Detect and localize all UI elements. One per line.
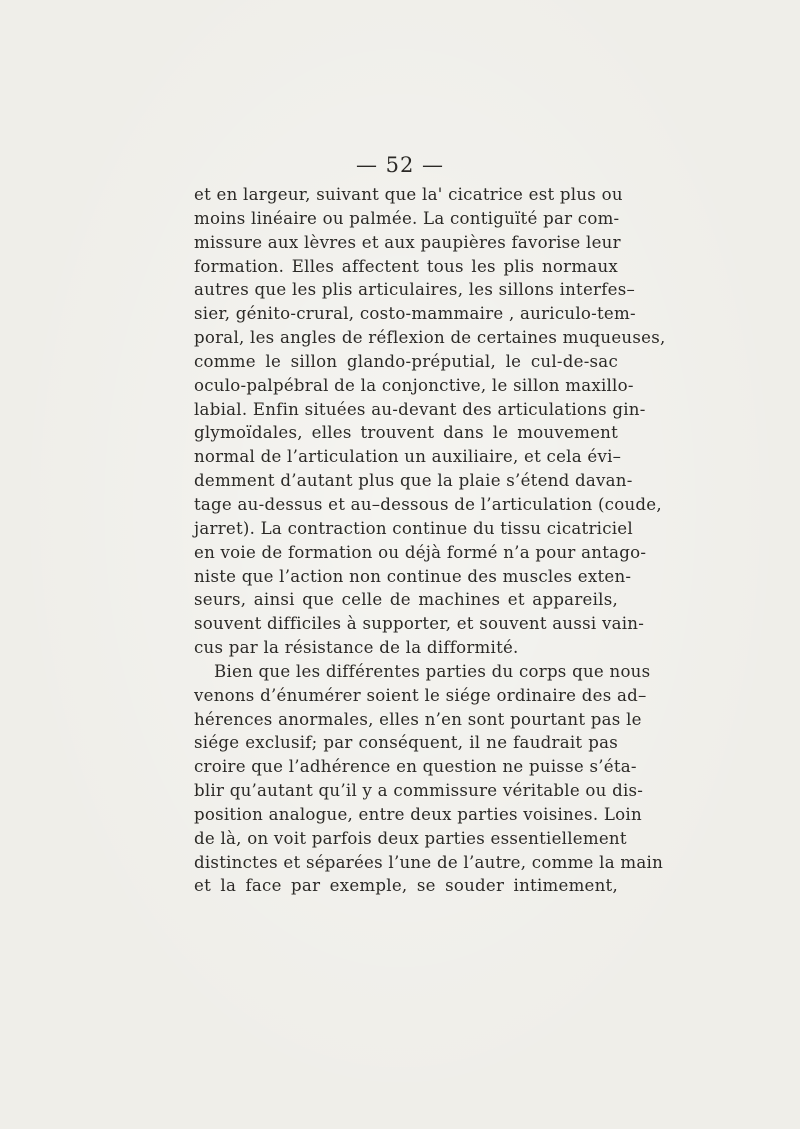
text-line: glymoïdales, elles trouvent dans le mouvement [194, 423, 618, 443]
page-number: — 52 — [355, 153, 445, 177]
text-line: jarret). La contraction continue du tissu cicatriciel [194, 518, 633, 538]
body-text [194, 183, 666, 898]
text-line: oculo-palpébral de la conjonctive, le sillon maxillo- [194, 375, 634, 395]
text-line: demment d’autant plus que la plaie s’étend davan- [194, 471, 633, 491]
text-line: Bien que les différentes parties du corps que nous [214, 661, 651, 681]
text-line: venons d’énumérer soient le siége ordinaire des ad– [194, 685, 647, 705]
text-line: niste que l’action non continue des muscles exten- [194, 566, 632, 586]
text-line: autres que les plis articulaires, les sillons interfes– [194, 280, 636, 300]
text-line: labial. Enfin situées au-devant des articulations gin- [194, 399, 646, 419]
text-line: seurs, ainsi que celle de machines et appareils, [194, 590, 618, 610]
text-line: et en largeur, suivant que la' cicatrice est plus ou [194, 185, 623, 204]
text-line: et la face par exemple, se souder intimement, [194, 876, 618, 896]
text-line: distinctes et séparées l’une de l’autre, comme la main [194, 852, 664, 872]
text-line: croire que l’adhérence en question ne puisse s’éta- [194, 757, 637, 777]
text-line: blir qu’autant qu’il y a commissure véritable ou dis- [194, 781, 644, 801]
text-line: hérences anormales, elles n’en sont pourtant pas le [194, 709, 642, 729]
text-line: comme le sillon glando-préputial, le cul-de-sac [194, 351, 618, 371]
text-line: siége exclusif; par conséquent, il ne faudrait pas [194, 733, 618, 753]
text-line: moins linéaire ou palmée. La contiguïté par com- [194, 208, 620, 228]
text-line: sier, génito-crural, costo-mammaire , auriculo-tem- [194, 304, 636, 324]
text-line: tage au-dessus et au–dessous de l’articulation (coude, [194, 494, 662, 514]
text-line: de là, on voit parfois deux parties essentiellement [194, 828, 627, 848]
text-line: normal de l’articulation un auxiliaire, et cela évi– [194, 447, 622, 467]
text-line: formation. Elles affectent tous les plis normaux [194, 256, 618, 276]
text-line: position analogue, entre deux parties voisines. Loin [194, 804, 642, 824]
text-line: en voie de formation ou déjà formé n’a pour antago- [194, 542, 647, 562]
text-line: cus par la résistance de la difformité. [194, 638, 519, 658]
text-line: souvent difficiles à supporter, et souvent aussi vain- [194, 614, 645, 634]
text-line: missure aux lèvres et aux paupières favorise leur [194, 232, 621, 252]
text-line: poral, les angles de réflexion de certaines muqueuses, [194, 328, 666, 348]
